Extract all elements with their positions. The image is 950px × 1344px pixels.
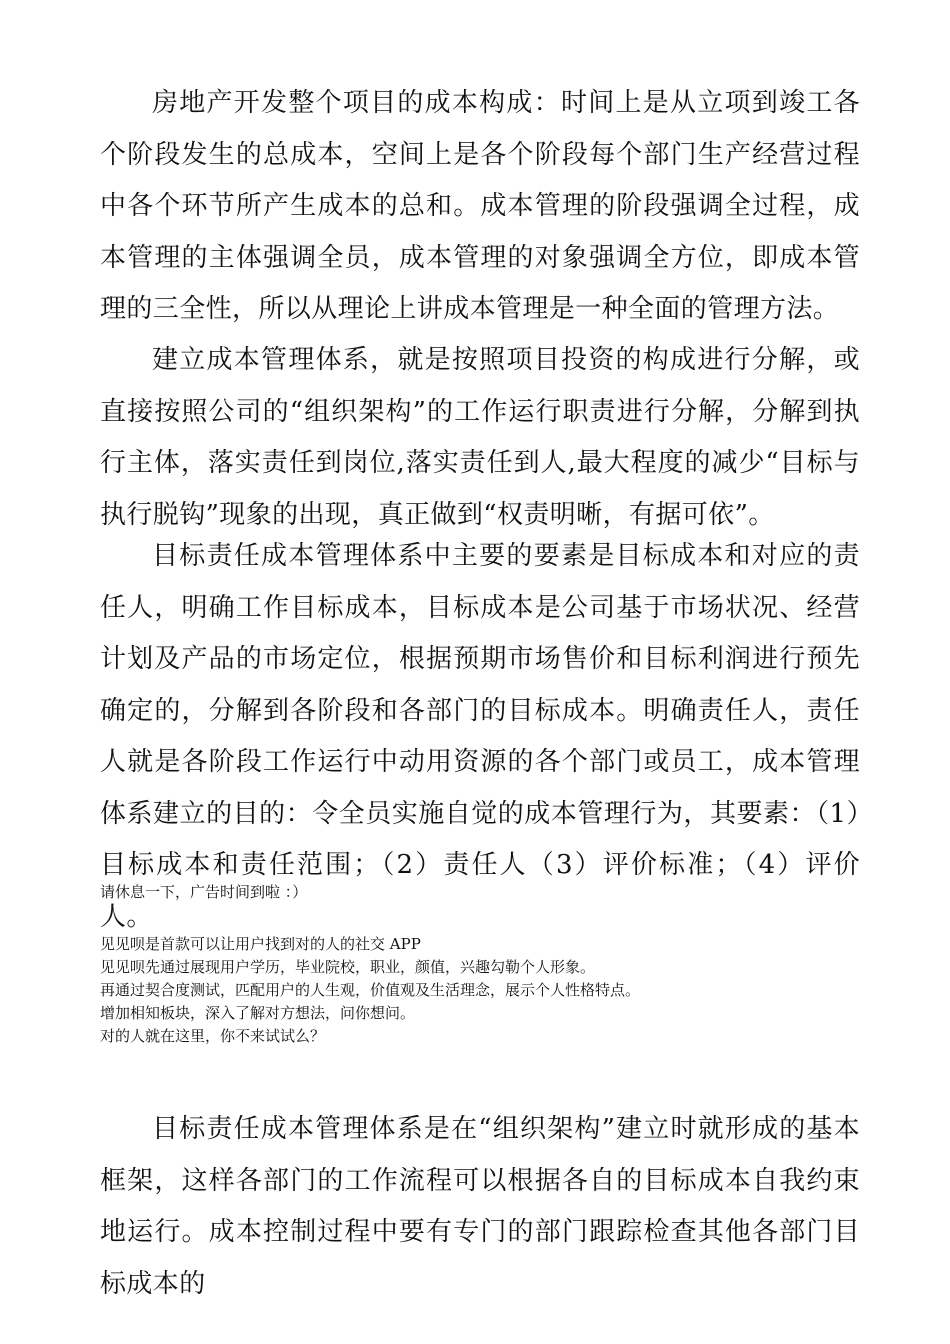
body-paragraph: 房地产开发整个项目的成本构成：时间上是从立项到竣工各个阶段发生的总成本，空间上是各个阶段每个部门生产经营过程中各个环节所产生成本的总和。成本管理的阶段强调全过程，成本管理的主体强调全员，成本管理的对象强调全方位，即成本管理的三全性，所以从理论上讲成本管理是一种全面的管理方法。 [100, 88, 860, 324]
advertisement-body [100, 933, 860, 1048]
advertisement-line: 增加相知板块，深入了解对方想法，问你想问。 [100, 1004, 416, 1022]
advertisement-line: 对的人就在这里，你不来试试么？ [100, 1027, 326, 1045]
body-paragraph: 目标责任成本管理体系是在“组织架构”建立时就形成的基本框架，这样各部门的工作流程可以根据各自的目标成本自我约束地运行。成本控制过程中要有专门的部门跟踪检查其他各部门目标成本的 [100, 1114, 860, 1299]
advertisement-title: 请休息一下，广告时间到啦 ：） [100, 883, 308, 901]
advertisement-line: 见见呗先通过展现用户学历，毕业院校，职业，颜值，兴趣勾勒个人形象。 [100, 958, 596, 976]
body-paragraph: 目标责任成本管理体系中主要的要素是目标成本和对应的责任人，明确工作目标成本，目标成本是公司基于市场状况、经营计划及产品的市场定位，根据预期市场售价和目标利润进行预先确定的，分解到各阶段和各部门的目标成本。明确责任人，责任人就是各阶段工作运行中动用资源的各个部门或员工，成本管理体系建立的目的：令全员实施自觉的成本管理行为，其要素：（1）目标成本和责任范围；（2）责任人（3）评价标准；（4）评价人。 [100, 541, 860, 932]
body-paragraph: 建立成本管理体系，就是按照项目投资的构成进行分解，或直接按照公司的“组织架构”的工作运行职责进行分解，分解到执行主体，落实责任到岗位,落实责任到人,最大程度的减少“目标与执行脱钩”现象的出现，真正做到“权责明晰，有据可依”。 [100, 345, 860, 530]
advertisement-line: 再通过契合度测试，匹配用户的人生观，价值观及生活理念，展示个人性格特点。 [100, 981, 641, 999]
advertisement-line: 见见呗是首款可以让用户找到对的人的社交 APP [100, 935, 421, 953]
